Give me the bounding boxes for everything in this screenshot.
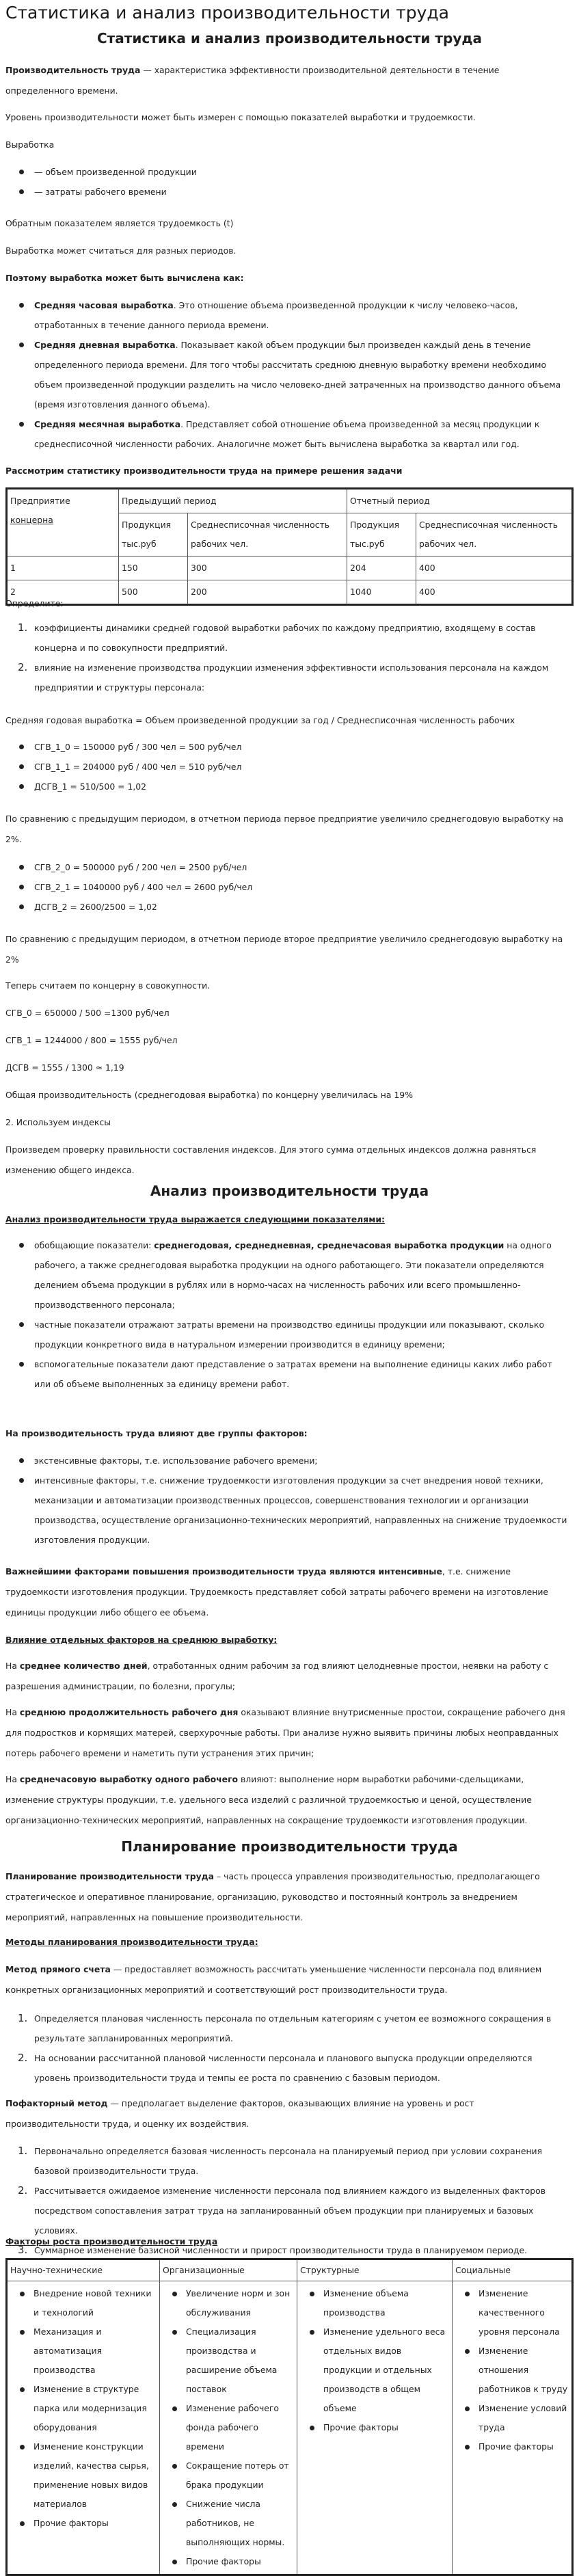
table-subheader-cell: Среднесписочная численность рабочих чел. — [416, 513, 573, 556]
list-item — [5, 414, 567, 454]
list-item: Изменение в структуре парка или модернизация оборудования — [10, 2380, 157, 2437]
inverse-paragraph: Обратным показателем является трудоемкость (t) — [5, 218, 234, 228]
table-cell — [7, 2281, 160, 2575]
example-heading — [5, 461, 570, 481]
direct-steps-list — [5, 2009, 567, 2088]
indicator-term: среднегодовая, среднедневная, среднечасовая выработка продукции — [154, 1240, 504, 1250]
productivity-definition — [5, 60, 570, 101]
table-cell: 300 — [188, 556, 347, 580]
list-item: Специализация производства и расширение объема поставок — [163, 2322, 294, 2399]
table-subheader-cell: Продукция тыс.руб — [347, 513, 416, 556]
table-cell: 500 — [119, 580, 188, 605]
list-item: Механизация и автоматизация производства — [10, 2322, 157, 2380]
indicator-lead: частные показатели отражают затраты времени на производство единицы продукции или показывают, сколько продукции конкретного вида в натуральном измерении производится в единицу времени; — [34, 1319, 545, 1350]
periods-paragraph: Выработка может считаться для разных периодов. — [5, 245, 237, 256]
table-header-cell: Отчетный период — [347, 489, 573, 513]
influence-pre: На — [5, 1774, 20, 1784]
influence-pre: На — [5, 1707, 20, 1717]
indicator-text: на одного рабочего, а также среднегодовая выработка продукции на одного работающего. Эти показатели определяются делением объема продукции в рублях или в нормо-часах на численность рабочих или всего промышленно-производственного персонала; — [34, 1240, 552, 1310]
direct-method-text: — предоставляет возможность рассчитать уменьшение численности персонала под влиянием конкретных организационных мероприятий и соответствующий рост производительности труда. — [5, 1964, 542, 1995]
dsgv-formula: ДСГВ = 1555 / 1300 ≈ 1,19 — [5, 1062, 124, 1073]
table-cell: 400 — [416, 556, 573, 580]
kind-term: Средняя часовая выработка — [34, 300, 174, 310]
list-item — [5, 295, 567, 335]
table-subheader-cell: Среднесписочная численность рабочих чел. — [188, 513, 347, 556]
step-text: Рассчитывается ожидаемое изменение численности персонала под влиянием каждого из выделенных факторов посредством сопоставления затрат труда на запланированный объем продукции при планируемых и базовых условиях. — [34, 2186, 546, 2236]
influence-day-length — [5, 1702, 570, 1764]
list-item: СГВ_1_1 = 204000 руб / 400 чел = 510 руб/чел — [5, 757, 567, 777]
definition-text: — характеристика эффективности производительной деятельности в течение определенного времени. — [5, 65, 500, 96]
list-item: Прочие факторы — [300, 2418, 449, 2437]
table-cell: 400 — [416, 580, 573, 605]
table-header-cell: Социальные — [453, 2259, 573, 2281]
average-output-formula: Средняя годовая выработка = Объем произведенной продукции за год / Среднесписочная численность рабочих — [5, 715, 515, 725]
indicator-lead: обобщающие показатели: — [34, 1240, 154, 1250]
list-item: СГВ_2_0 = 500000 руб / 200 чел = 2500 руб/чел — [5, 857, 567, 877]
list-item: Прочие факторы — [10, 2514, 157, 2533]
section-heading-statistics: Статистика и анализ производительности труда — [97, 30, 482, 46]
influence-heading — [5, 1630, 570, 1650]
table-header-cell — [7, 489, 119, 556]
enterprise1-comparison: По сравнению с предыдущим периодом, в отчетном периода первое предприятие увеличило среднегодовую выработку на 2%. — [5, 814, 564, 844]
list-item: Сокращение потерь от брака продукции — [163, 2456, 294, 2495]
planning-text: – часть процесса управления производительностью, предполагающего стратегическое и оперативное планирование, организацию, руководство и постоянный контроль за внедрением мероприятий, направленных на повышение производительности. — [5, 1871, 540, 1922]
level-paragraph: Уровень производительности может быть измерен с помощью показателей выработки и трудоемкости. — [5, 112, 476, 122]
table-row — [7, 2281, 573, 2575]
tasks-list — [5, 618, 567, 697]
list-item: СГВ_2_1 = 1040000 руб / 400 чел = 2600 руб/чел — [5, 877, 567, 897]
methods-heading — [5, 1932, 570, 1953]
list-item: 1. Первоначально определяется базовая численность персонала на планируемый период при условии сохранения базовой производительности труда. — [18, 2145, 543, 2176]
total-productivity: Общая производительность (среднегодовая выработка) по концерну увеличилась на 19% — [5, 1090, 413, 1100]
section-heading-planning: Планирование производительности труда — [121, 1838, 458, 1855]
planning-definition — [5, 1866, 570, 1928]
factors-heading-text: На производительность труда влияют две группы факторов: — [5, 1428, 308, 1438]
kind-term: Средняя месячная выработка — [34, 419, 181, 429]
influence-days — [5, 1656, 570, 1697]
direct-method-term: Метод прямого счета — [5, 1964, 111, 1974]
step-text: Первоначально определяется базовая численность персонала на планируемый период при условии сохранения базовой производительности труда. — [34, 2146, 543, 2176]
kinds-intro — [5, 268, 570, 289]
table-cell: 2 — [7, 580, 119, 605]
list-item: Изменение конструкции изделий, качества сырья, применение новых видов материалов — [10, 2437, 157, 2514]
enterprise2-comparison: По сравнению с предыдущим периодом, в отчетном периоде второе предприятие увеличило среднегодовую выработку на 2% — [5, 934, 563, 965]
output-list — [5, 162, 567, 202]
list-item: 1. коэффициенты динамики средней годовой выработки рабочих по каждому предприятию, входящему в состав концерна и по совокупности предприятий. — [18, 621, 536, 653]
enterprise1-calc-list — [5, 737, 567, 796]
example-heading-text: Рассмотрим статистику производительности труда на примере решения задачи — [5, 466, 403, 476]
indicators-list — [5, 1235, 567, 1394]
table-header-cell: Предыдущий период — [119, 489, 347, 513]
list-item: Изменение качественного уровня персонала — [455, 2284, 569, 2342]
list-item: Изменение рабочего фонда рабочего времени — [163, 2399, 294, 2456]
concern-intro: Теперь считаем по концерну в совокупности. — [5, 980, 211, 991]
reserves-text: , т.е. снижение трудоемкости изготовления продукции. Трудоемкость представляет собой затраты рабочего времени на изготовление единицы продукции либо общего ее объема. — [5, 1566, 549, 1618]
table-cell — [297, 2281, 453, 2575]
planning-term: Планирование производительности труда — [5, 1871, 215, 1881]
factor-method — [5, 2093, 570, 2134]
step-text: На основании рассчитанной плановой численности персонала и планового выпуска продукции определяются уровень производительности труда и темпы ее роста по сравнению с базовым периодом. — [34, 2053, 533, 2083]
step-text: Суммарное изменение базисной численности и прирост производительности труда в планируемом периоде. — [34, 2245, 528, 2255]
step-text: Определяется плановая численность персонала по отдельным категориям с учетом ее возможного сокращения в результате запланированных мероприятий. — [34, 2013, 552, 2043]
kind-term: Средняя дневная выработка — [34, 340, 176, 350]
table-cell: 1040 — [347, 580, 416, 605]
influence-text: влияют: выполнение норм выработки рабочими-сдельщиками, изменение структуры продукции, т.е. удельного веса изделий с различной трудоемкостью и ценой, осуществление организационно-технических мероприятий, направленных на сокращение трудоемкости изготовления продукции. — [5, 1774, 532, 1825]
task-text: коэффициенты динамики средней годовой выработки рабочих по каждому предприятию, входящему в состав концерна и по совокупности предприятий. — [34, 623, 536, 653]
influence-text: оказывают влияние внутрисменные простои, сокращение рабочего дня для подростков и кормящих матерей, сверхурочные работы. При анализе нужно выявить причины любых неоправданных потерь рабочего времени и наметить пути устранения этих причин; — [5, 1707, 565, 1758]
section-heading-analysis: Анализ производительности труда — [150, 1183, 429, 1199]
sgv0-formula: СГВ_0 = 650000 / 500 =1300 руб/чел — [5, 1008, 170, 1018]
factor-list — [163, 2284, 294, 2571]
indices-step: 2. Используем индексы — [5, 1117, 111, 1127]
list-item: интенсивные факторы, т.е. снижение трудоемкости изготовления продукции за счет внедрения новой техники, механизации и автоматизации производственных процессов, совершенствования технологии и организации производства, осуществление организационно-технических мероприятий, направленных на снижение трудоемкости изготовления продукции. — [5, 1471, 567, 1550]
influence-text: , отработанных одним рабочим за год влияют целодневные простои, неявки на работу с разрешения администрации, по болезни, прогулы; — [5, 1661, 549, 1691]
concern-header: концерна — [10, 515, 53, 525]
determine-label: Определите: — [5, 598, 64, 608]
output-kinds-list — [5, 295, 567, 454]
list-item: — затраты рабочего времени — [5, 182, 567, 202]
kinds-intro-text: Поэтому выработка может быть вычислена как: — [5, 273, 244, 283]
list-item — [5, 335, 567, 414]
reserves-paragraph — [5, 1561, 570, 1623]
analysis-intro-text: Анализ производительности труда выражается следующими показателями: — [5, 1214, 385, 1224]
enterprise-header: Предприятие — [10, 496, 70, 506]
influence-term: среднее количество дней — [19, 1661, 148, 1671]
list-item: Внедрение новой техники и технологий — [10, 2284, 157, 2322]
list-item: ДСГВ_1 = 510/500 = 1,02 — [5, 777, 567, 796]
factor-method-text: — предполагает выделение факторов, оказывающих влияние на уровень и рост производительности труда, и оценку их воздействия. — [5, 2098, 474, 2129]
direct-method — [5, 1959, 570, 2000]
task-text: влияние на изменение производства продукции изменения эффективности использования персонала на каждом предприятии и структуры персонала: — [34, 662, 549, 693]
list-item: СГВ_1_0 = 150000 руб / 300 чел = 500 руб/чел — [5, 737, 567, 757]
kind-text: . Представляет собой отношение объема произведенной за месяц продукции к среднесписочной численности рабочих. Аналогичне может быть вычислена выработка за квартал или год. — [34, 419, 540, 449]
enterprise2-calc-list — [5, 857, 567, 917]
factor-list — [300, 2284, 449, 2437]
influence-pre: На — [5, 1661, 20, 1671]
table-header-cell: Структурные — [297, 2259, 453, 2281]
list-item: Снижение числа работников, не выполняющих нормы. — [163, 2495, 294, 2552]
list-item: Изменение условий труда — [455, 2399, 569, 2437]
kind-text: . Показывает какой объем продукции был произведен каждый день в течение определенного периода времени. Для того чтобы рассчитать среднюю дневную выработку времени необходимо объем произведенной продукции разделить на число человеко-дней затраченных на производство данного объема (время изготовления данного объема). — [34, 340, 561, 410]
table-cell: 150 — [119, 556, 188, 580]
factor-list — [10, 2284, 157, 2533]
production-table — [5, 487, 574, 606]
influence-heading-text: Влияние отдельных факторов на среднюю выработку: — [5, 1635, 278, 1645]
list-item: Изменение удельного веса отдельных видов продукции и отдельных производств в общем объеме — [300, 2322, 449, 2418]
definition-term: Производительность труда — [5, 65, 141, 75]
table-header-cell: Научно-технические — [7, 2259, 160, 2281]
list-item: — объем произведенной продукции — [5, 162, 567, 182]
list-item: 3. Суммарное изменение базисной численности и прирост производительности труда в планируемом периоде. — [18, 2244, 528, 2256]
table-subheader-cell: Продукция тыс.руб — [119, 513, 188, 556]
page-title: Статистика и анализ производительности труда — [5, 3, 449, 23]
list-item: 2. На основании рассчитанной плановой численности персонала и планового выпуска продукции определяются уровень производительности труда и темпы ее роста по сравнению с базовым периодом. — [18, 2052, 533, 2083]
growth-factors-heading-text: Факторы роста производительности труда — [5, 2236, 218, 2246]
growth-factors-table — [5, 2258, 574, 2576]
influence-hourly — [5, 1769, 570, 1831]
factor-method-term: Пофакторный метод — [5, 2098, 108, 2108]
methods-heading-text: Методы планирования производительности труда: — [5, 1937, 258, 1947]
indicator-lead: вспомогательные показатели дают представление о затратах времени на выполнение единицы каких либо работ или об объеме выполненных за единицу времени работ. — [34, 1359, 552, 1389]
sgv1-formula: СГВ_1 = 1244000 / 800 = 1555 руб/чел — [5, 1035, 178, 1045]
table-cell: 204 — [347, 556, 416, 580]
reserves-term: Важнейшими факторами повышения производительности труда являются интенсивные — [5, 1566, 442, 1577]
factors-heading — [5, 1423, 570, 1444]
list-item: 2. влияние на изменение производства продукции изменения эффективности использования персонала на каждом предприятии и структуры персонала: — [18, 661, 549, 693]
list-item: экстенсивные факторы, т.е. использование рабочего времени; — [5, 1451, 567, 1471]
factor-groups-list — [5, 1451, 567, 1550]
output-label: Выработка — [5, 139, 55, 150]
table-cell — [453, 2281, 573, 2575]
list-item — [5, 1235, 567, 1315]
list-item: 1. Определяется плановая численность персонала по отдельным категориям с учетом ее возможного сокращения в результате запланированных мероприятий. — [18, 2012, 552, 2043]
analysis-intro — [5, 1209, 570, 1230]
influence-term: среднечасовую выработку одного рабочего — [19, 1774, 239, 1784]
list-item: ДСГВ_2 = 2600/2500 = 1,02 — [5, 897, 567, 917]
table-cell: 200 — [188, 580, 347, 605]
table-cell — [160, 2281, 297, 2575]
list-item: Увеличение норм и зон обслуживания — [163, 2284, 294, 2322]
list-item: Прочие факторы — [455, 2437, 569, 2456]
table-cell: 1 — [7, 556, 119, 580]
kind-text: . Это отношение объема произведенной продукции к числу человеко-часов, отработанных в течение данного периода времени. — [34, 300, 518, 330]
factor-list — [455, 2284, 569, 2456]
list-item: Изменение объема производства — [300, 2284, 449, 2322]
indices-check: Произведем проверку правильности составления индексов. Для этого сумма отдельных индексов должна равняться изменению общего индекса. — [5, 1144, 537, 1175]
table-header-cell: Организационные — [160, 2259, 297, 2281]
table-row — [7, 556, 573, 580]
list-item: 2. Рассчитывается ожидаемое изменение численности персонала под влиянием каждого из выделенных факторов посредством сопоставления затрат труда на запланированный объем продукции при планируемых и базовых условиях. — [18, 2184, 546, 2236]
list-item — [5, 1315, 567, 1354]
list-item: Прочие факторы — [163, 2552, 294, 2571]
influence-term: среднюю продолжительность рабочего дня — [19, 1707, 239, 1717]
list-item: Изменение отношения работников к труду — [455, 2342, 569, 2399]
growth-factors-heading — [5, 2231, 570, 2252]
list-item — [5, 1354, 567, 1394]
